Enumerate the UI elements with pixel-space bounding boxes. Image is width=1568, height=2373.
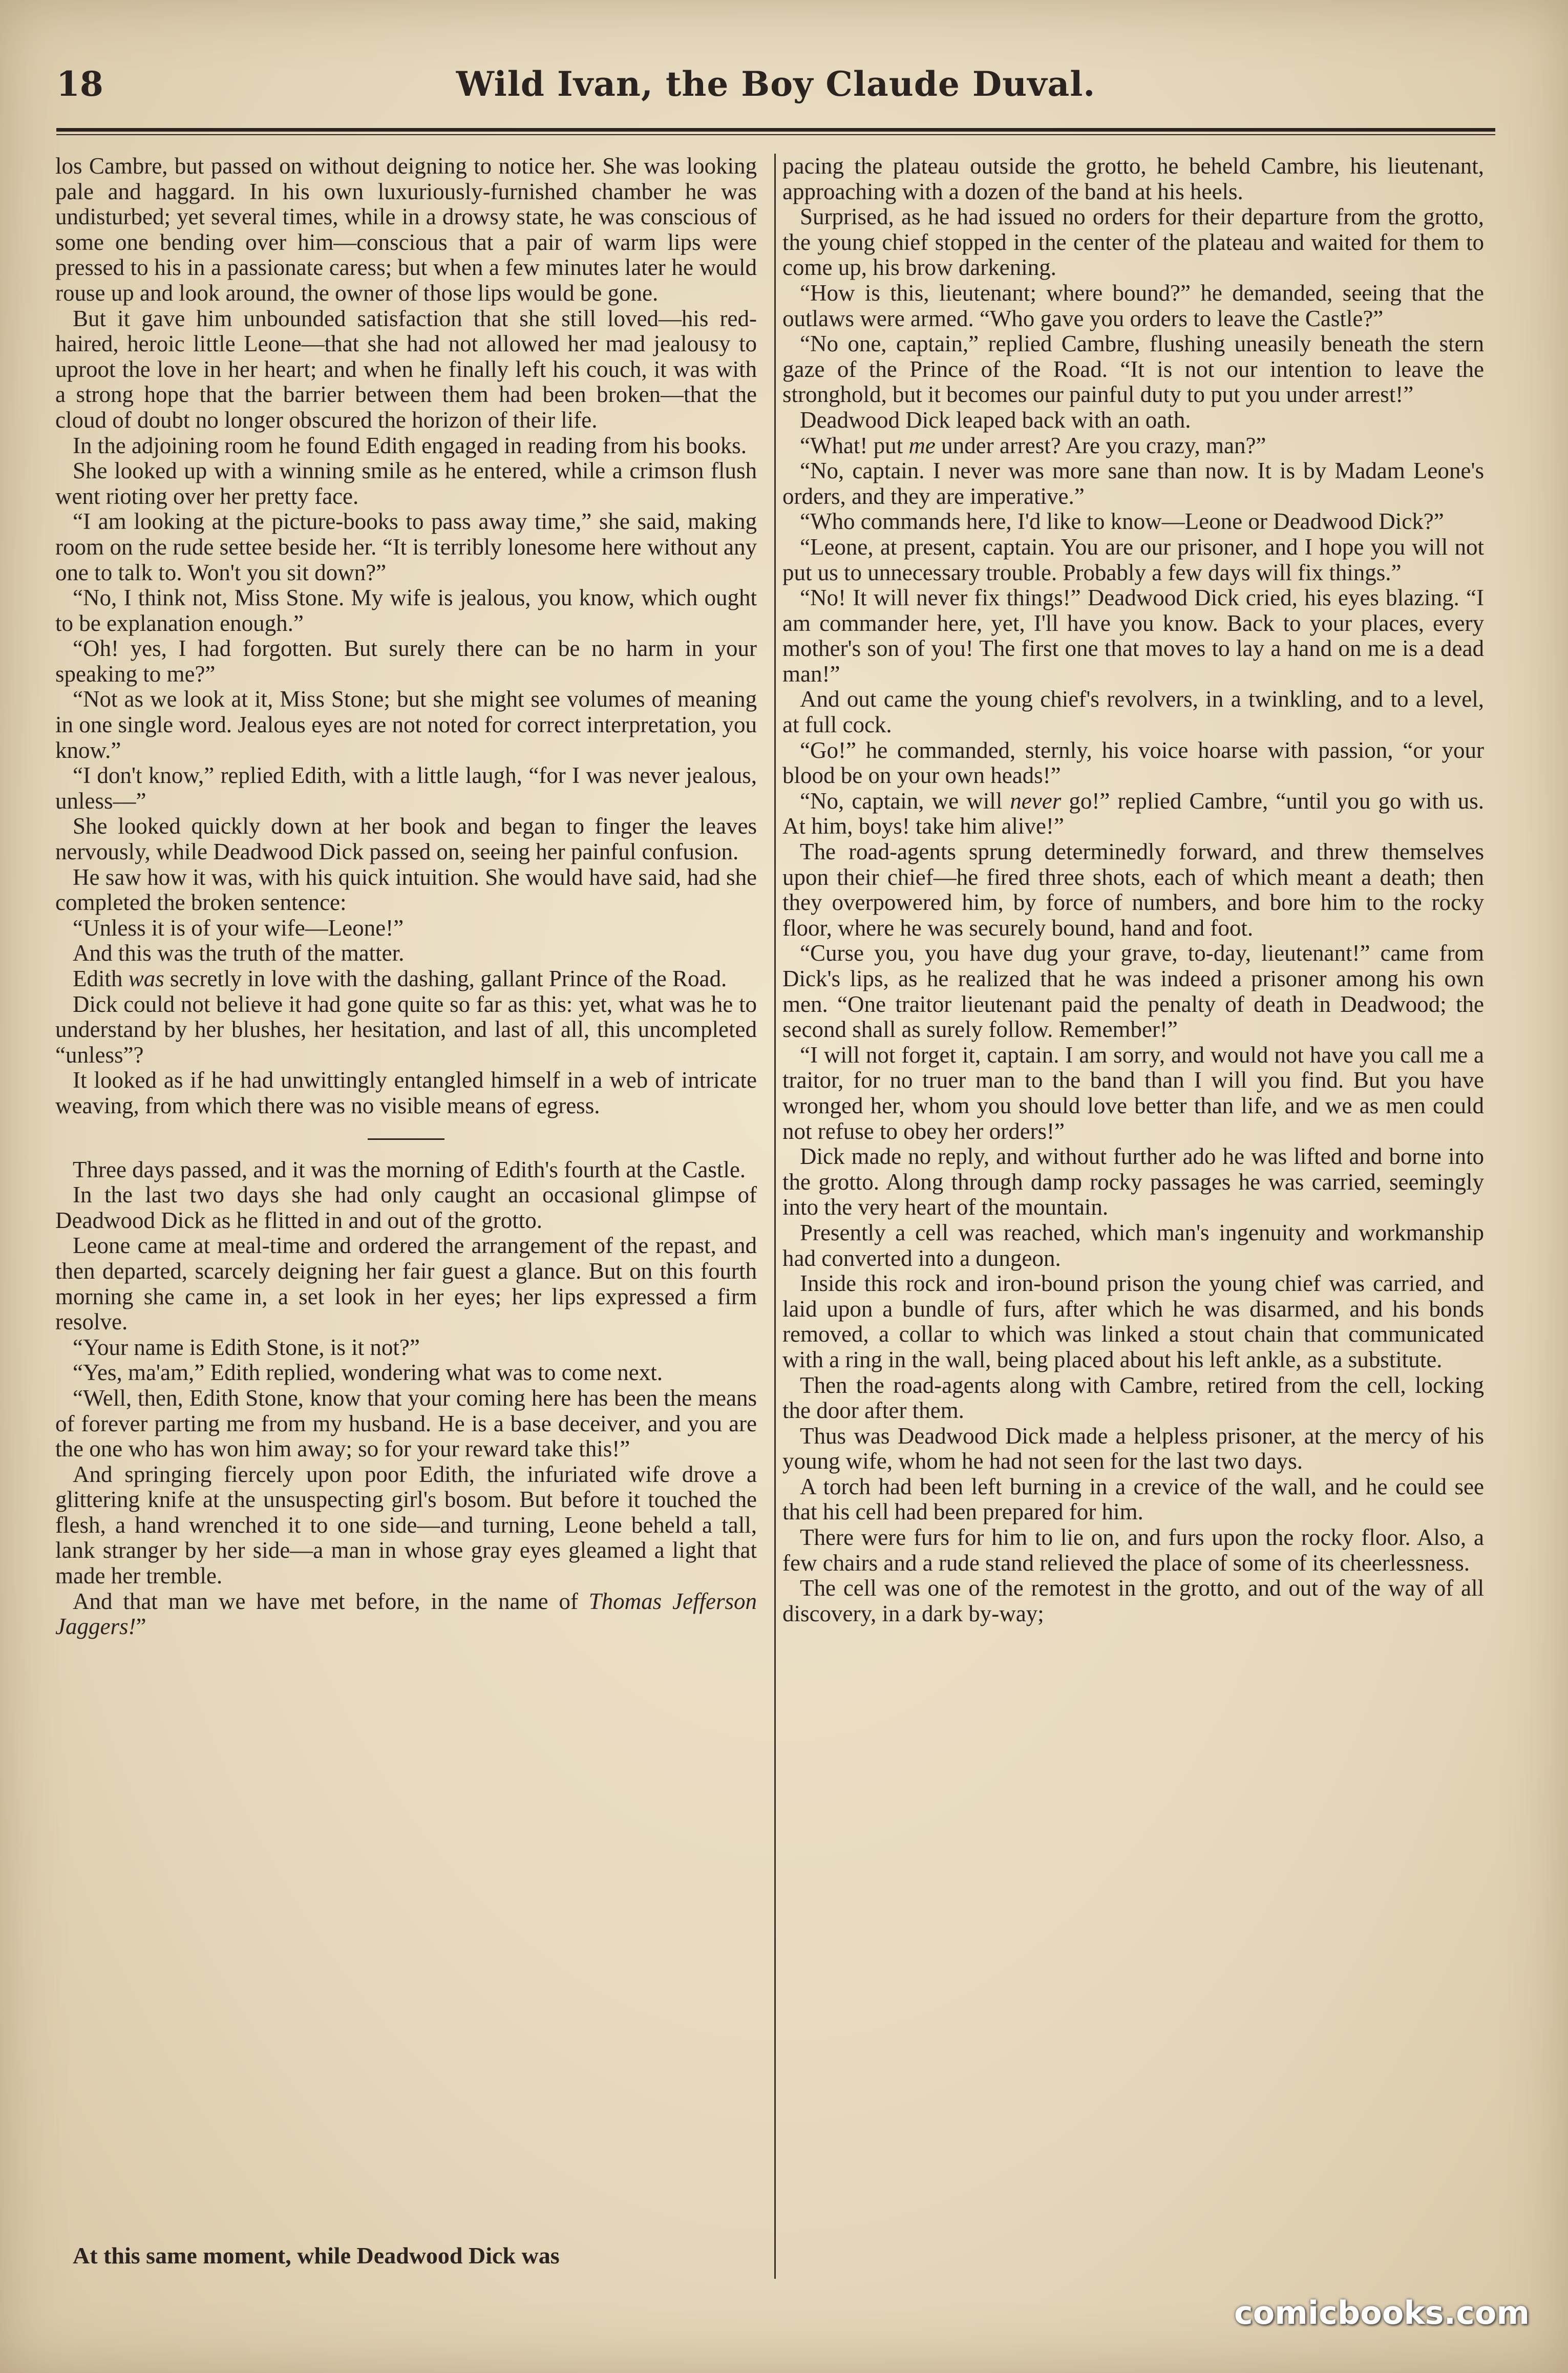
paragraph-never — [782, 789, 1484, 839]
paragraph: He saw how it was, with his quick intuition. She would have said, had she completed the broken sentence: — [55, 864, 757, 916]
paragraph: In the last two days she had only caught an occasional glimpse of Deadwood Dick as he flitted in and out of the grotto. — [55, 1182, 757, 1233]
paragraph: The cell was one of the remotest in the grotto, and out of the way of all discovery, in a dark by-way; — [782, 1575, 1484, 1626]
left-column — [55, 154, 757, 2243]
text-run: go!” replied Cambre, “until you go with us. At him, boys! take him alive!” — [782, 788, 1484, 839]
header-rule-thin — [56, 134, 1495, 135]
italic-run: me — [908, 432, 936, 458]
header-rule — [56, 128, 1495, 132]
paragraph: And out came the young chief's revolvers, in a twinkling, and to a level, at full cock. — [782, 686, 1484, 738]
page-header — [56, 64, 1495, 110]
paragraph: And springing fiercely upon poor Edith, the infuriated wife drove a glittering knife at the unsuspecting girl's bosom. But before it touched the flesh, a hand wrenched it to one side—and turning, Leone beheld a tall, lank stranger by her side—a man in whose gray eyes gleamed a light that made her tremble. — [55, 1461, 757, 1589]
paragraph: “How is this, lieutenant; where bound?” he demanded, seeing that the outlaws were armed. “Who gave you orders to leave the Castle?” — [782, 280, 1484, 331]
paragraph: “Curse you, you have dug your grave, to-day, lieutenant!” came from Dick's lips, as he realized that he was indeed a prisoner among his own men. “One traitor lieutenant paid the penalty of death in Deadwood; the second shall as surely follow. Remember!” — [782, 940, 1484, 1043]
paragraph: pacing the plateau outside the grotto, he beheld Cambre, his lieutenant, approaching with a dozen of the band at his heels. — [782, 154, 1484, 204]
paragraph: “Go!” he commanded, sternly, his voice hoarse with passion, “or your blood be on your own heads!” — [782, 737, 1484, 789]
text-run: under arrest? Are you crazy, man?” — [935, 432, 1266, 458]
paragraph: los Cambre, but passed on without deigning to notice her. She was looking pale and haggard. In his own luxuriously-furnished chamber he was undisturbed; yet several times, while in a drowsy state, he was conscious of some one bending over him—conscious that a pair of warm lips were pressed to his in a passionate caress; but when a few minutes later he would rouse up and look around, the owner of those lips would be gone. — [55, 154, 757, 306]
paragraph: Dick could not believe it had gone quite so far as this: yet, what was he to understand by her blushes, her hesitation, and last of all, this uncompleted “unless”? — [55, 991, 757, 1068]
paragraph: Surprised, as he had issued no orders for their departure from the grotto, the young chief stopped in the center of the plateau and waited for them to come up, his brow darkening. — [782, 204, 1484, 281]
paragraph: Three days passed, and it was the morning of Edith's fourth at the Castle. — [73, 1156, 746, 1182]
paragraph: “Yes, ma'am,” Edith replied, wondering what was to come next. — [73, 1360, 663, 1386]
paragraph: “Well, then, Edith Stone, know that your coming here has been the means of forever parting me from my husband. He is a base deceiver, and you are the one who has won him away; so for your reward take this!” — [55, 1385, 757, 1462]
paragraph: “Not as we look at it, Miss Stone; but she might see volumes of meaning in one single word. Jealous eyes are not noted for correct interpretation, you know.” — [55, 686, 757, 763]
paragraph: “I will not forget it, captain. I am sorry, and would not have you call me a traitor, for no truer man to the band than I will you find. But you have wronged her, whom you should love better than life, and we as men could not refuse to obey her orders!” — [782, 1042, 1484, 1144]
paragraph: Inside this rock and iron-bound prison the young chief was carried, and laid upon a bundle of furs, after which he was disarmed, and his bonds removed, a collar to which was linked a stout chain that communicated with a ring in the wall, being placed about his left ankle, as a substitute. — [782, 1270, 1484, 1372]
text-run: And that man we have met before, in the name of — [73, 1588, 589, 1614]
paragraph: But it gave him unbounded satisfaction that she still loved—his red-haired, heroic little Leone—that she had not allowed her mad jealousy to uproot the love in her heart; and when he finally left his couch, it was with a strong hope that the barrier between them had been broken—that the cloud of doubt no longer obscured the horizon of their life. — [55, 305, 757, 433]
text-run: ” — [136, 1614, 146, 1640]
paragraph-edith — [55, 966, 757, 992]
left-paragraphs — [55, 154, 757, 1119]
paragraph: “Leone, at present, captain. You are our prisoner, and I hope you will not put us to unnecessary trouble. Probably a few days will fix things.” — [782, 534, 1484, 585]
text-run: Edith — [73, 966, 129, 991]
paragraph: “Unless it is of your wife—Leone!” — [73, 915, 404, 941]
right-column — [782, 154, 1484, 2243]
paragraph: She looked up with a winning smile as he entered, while a crimson flush went rioting over her pretty face. — [55, 458, 757, 509]
paragraph: “No! It will never fix things!” Deadwood Dick cried, his eyes blazing. “I am commander here, yet, I'll have you know. Back to your places, every mother's son of you! The first one that moves to lay a hand on me is a dead man!” — [782, 585, 1484, 687]
paragraph-jaggers — [55, 1589, 757, 1640]
column-divider — [774, 154, 776, 2279]
italic-run: Thomas Jefferson Jaggers! — [55, 1588, 757, 1640]
paragraph: Then the road-agents along with Cambre, retired from the cell, locking the door after them. — [782, 1372, 1484, 1424]
paragraph: “I am looking at the picture-books to pass away time,” she said, making room on the rude settee beside her. “It is terribly lonesome here without any one to talk to. Won't you sit down?” — [55, 508, 757, 585]
paragraph: It looked as if he had unwittingly entangled himself in a web of intricate weaving, from which there was no visible means of egress. — [55, 1067, 757, 1118]
text-run: “What! put — [800, 432, 909, 458]
paragraph: “I don't know,” replied Edith, with a little laugh, “for I was never jealous, unless—” — [55, 762, 757, 814]
paragraph: In the adjoining room he found Edith engaged in reading from his books. — [73, 432, 747, 458]
paragraph: “No, captain. I never was more sane than now. It is by Madam Leone's orders, and they are imperative.” — [782, 458, 1484, 509]
text-run: “No, captain, we will — [800, 788, 1010, 814]
paragraph: “Your name is Edith Stone, is it not?” — [73, 1334, 420, 1360]
paragraph: Thus was Deadwood Dick made a helpless prisoner, at the mercy of his young wife, whom he had not seen for the last two days. — [782, 1423, 1484, 1474]
left-bottom-line: At this same moment, while Deadwood Dick was — [73, 2242, 560, 2269]
paragraph: “Who commands here, I'd like to know—Leone or Deadwood Dick?” — [800, 508, 1444, 535]
paragraph: Deadwood Dick leaped back with an oath. — [800, 407, 1191, 433]
page-number: 18 — [56, 64, 103, 104]
paragraph: She looked quickly down at her book and began to finger the leaves nervously, while Deadwood Dick passed on, seeing her painful confusion. — [55, 813, 757, 865]
paragraph: There were furs for him to lie on, and furs upon the rocky floor. Also, a few chairs and a rude stand relieved the place of some of its cheerlessness. — [782, 1524, 1484, 1576]
text-run: secretly in love with the dashing, gallant Prince of the Road. — [164, 966, 727, 991]
paragraph: Presently a cell was reached, which man's ingenuity and workmanship had converted into a dungeon. — [782, 1219, 1484, 1271]
paragraph: A torch had been left burning in a crevice of the wall, and he could see that his cell had been prepared for him. — [782, 1473, 1484, 1525]
italic-run: never — [1010, 788, 1062, 814]
section-break-rule — [368, 1138, 444, 1140]
paragraph: And this was the truth of the matter. — [73, 940, 405, 966]
paragraph: “No one, captain,” replied Cambre, flushing uneasily beneath the stern gaze of the Prince of the Road. “It is not our intention to leave the stronghold, but it becomes our painful duty to put you under arrest!” — [782, 331, 1484, 408]
paragraph: “Oh! yes, I had forgotten. But surely there can be no harm in your speaking to me?” — [55, 635, 757, 687]
italic-run: was — [128, 966, 164, 991]
paragraph: Dick made no reply, and without further ado he was lifted and borne into the grotto. Along through damp rocky passages he was carried, seemingly into the very heart of the mountain. — [782, 1143, 1484, 1220]
left-paragraphs-after-break — [55, 1157, 757, 1640]
paragraph: Leone came at meal-time and ordered the arrangement of the repast, and then departed, scarcely deigning her fair guest a glance. But on this fourth morning she came in, a set look in her eyes; her lips expressed a firm resolve. — [55, 1233, 757, 1335]
site-watermark: comicbooks.com — [1234, 2294, 1530, 2332]
paragraph: “No, I think not, Miss Stone. My wife is jealous, you know, which ought to be explanation enough.” — [55, 585, 757, 636]
paragraph: The road-agents sprung determinedly forward, and threw themselves upon their chief—he fired three shots, each of which meant a death; then they overpowered him, by force of numbers, and bore him to the rocky floor, where he was securely bound, hand and foot. — [782, 839, 1484, 941]
paragraph-me — [782, 433, 1484, 459]
running-title: Wild Ivan, the Boy Claude Duval. — [456, 64, 1096, 104]
